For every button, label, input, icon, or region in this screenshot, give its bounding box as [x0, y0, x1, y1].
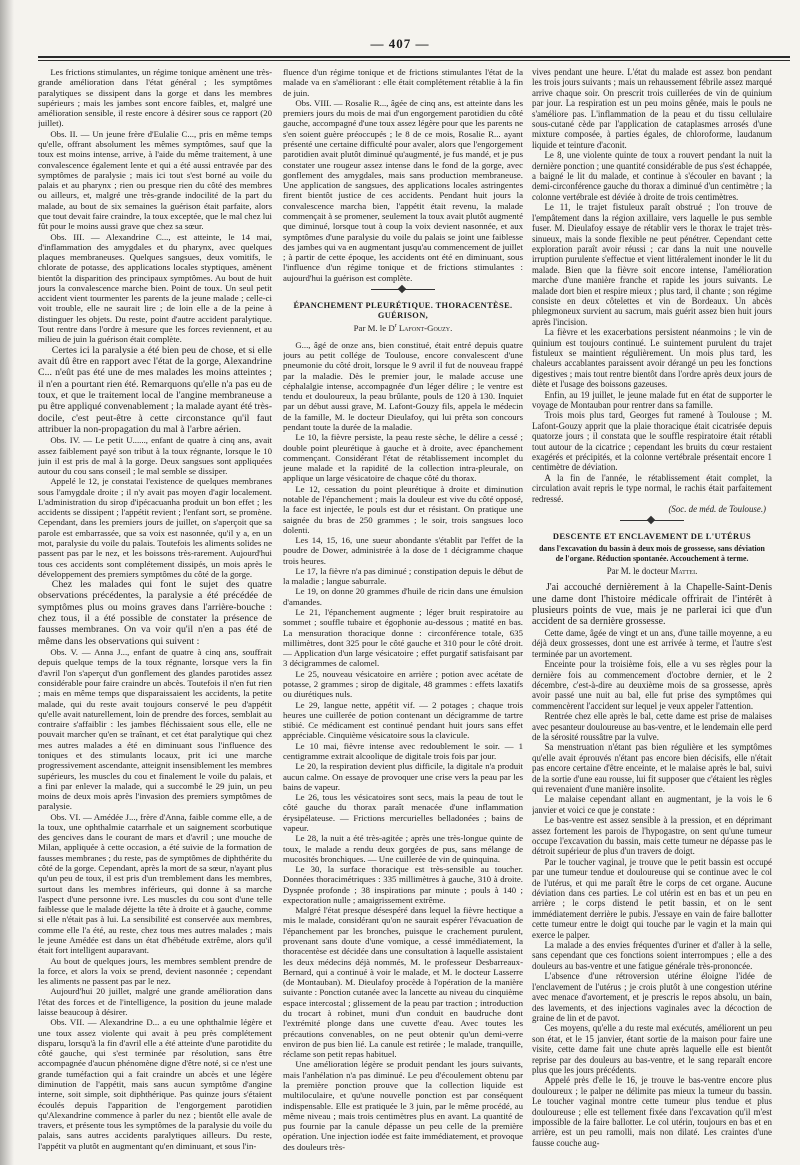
paragraph: Le 8, une violente quinte de toux a rouvert pendant la nuit la dernière ponction ; une quantité considérable de pus s'est échappée, a baigné le lit du malade, et continue à s'écouler en bavant ; la demi-circonférence gauche du thorax a diminué d'un centimètre ; la colonne vertébrale est déviée à droite de trois centimètres. — [532, 150, 772, 202]
observation-paragraph: Obs. IV. — Le petit U......, enfant de quatre à cinq ans, avait assez faiblement payé son tribut à la toux régnante, lorsque le 10 juin il est pris de mal à la gorge. Deux sangsues sont appliquées autour du cou sans conseil ; le mal semble se dissiper. — [38, 435, 272, 477]
paragraph: Le 19, on donne 20 grammes d'huile de ricin dans une émulsion d'amandes. — [283, 586, 523, 607]
paragraph: Le 21, l'épanchement augmente ; léger bruit respiratoire au sommet ; souffle tubaire et égophonie au-dessous ; matité en bas. La mensuration thoracique donne : circonférence totale, 635 millimètres, dont 325 pour le côté gauche et 310 pour le côté droit. — Application d'un large vésicatoire ; effet purgatif satisfaisant par 3 décigrammes de calomel. — [283, 607, 523, 669]
continued-paragraph: fluence d'un régime tonique et de frictions stimulantes l'état de la malade va en s'améliorant : elle était complétement rétablie à la fin de juin. — [283, 67, 523, 98]
paragraph: Les 14, 15, 16, une sueur abondante s'établit par l'effet de la poudre de Dower, administrée à la dose de 1 décigramme chaque trois heures. — [283, 535, 523, 566]
article-author — [532, 566, 772, 576]
paragraph: Les frictions stimulantes, un régime tonique amènent une très-grande amélioration dans l'état général ; les symptômes paralytiques se dissipent dans la gorge et dans les membres supérieurs ; mais les jambes sont encore faibles, et, malgré une amélioration sensible, il reste encore à désirer sous ce rapport (20 juillet). — [38, 67, 272, 129]
paragraph: A la fin de l'année, le rétablissement était complet, la circulation avait repris le type normal, le rachis était parfaitement redressé. — [532, 472, 772, 504]
paragraph: Appelé le 12, je constatai l'existence de quelques membranes sous l'amygdale droite ; il n'y avait pas moyen d'agir localement. L'administration du sirop d'ipécacuanha produit un bon effet ; les accidents se dissipent ; l'appétit revient ; l'enfant sort, se promène. Cependant, dans les premiers jours de juillet, on s'aperçoit que sa parole est embarrassée, que sa voix est nasonnée, qu'il y a, en un mot, paralysie du voile du palais. Toutefois les aliments solides ne passent pas par le nez, et les boissons très-rarement. Aujourd'hui tous ces accidents sont complétement dissipés, un mois après le développement des premiers symptômes du côté de la gorge. — [38, 476, 272, 579]
author-prefix: Par M. le docteur — [606, 565, 669, 576]
ornament-divider — [620, 520, 684, 527]
observation-paragraph: Obs. VIII. — Rosalie R..., âgée de cinq ans, est atteinte dans les premiers jours du mois de mai d'un engorgement parotidien du côté gauche, accompagné d'une toux assez légère pour que les parents ne s'en soient guère préoccupés ; le 8 de ce mois, Rosalie R... ayant présenté une certaine difficulté pour avaler, alors que l'engorgement parotidien avait plutôt diminué qu'augmenté, je fus mandé, et je pus constater une rougeur assez intense dans le fond de la gorge, avec gonflement des amygdales, mais sans production membraneuse. Une application de sangsues, des applications locales astringentes firent bientôt justice de ces accidents. Pendant huit jours la convalescence marcha bien, l'appétit était revenu, la malade commençait à se promener, seulement la toux avait plutôt augmenté que diminué, lorsque tout à coup la voix devient nasonnée, et aux symptômes d'une paralysie du voile du palais se joint une faiblesse des jambes qui va en augmentant jusqu'au commencement de juillet ; à partir de cette époque, les accidents ont été en diminuant, sous l'influence d'un régime tonique et de frictions stimulantes : aujourd'hui la guérison est complète. — [283, 97, 523, 283]
paragraph: Le bas-ventre est assez sensible à la pression, et en déprimant assez fortement les parois de l'hypogastre, on sent qu'une tumeur occupe l'excavation du bassin, mais cette tumeur ne dépasse pas le détroit supérieur de plus d'un travers de doigt. — [532, 815, 772, 857]
continued-paragraph: vives pendant une heure. L'état du malade est assez bon pendant les trois jours suivants ; mais un rehaussement fébrile assez marqué arrive chaque soir. On prescrit trois cuillerées de vin de quinium par jour. La respiration est un peu moins gênée, mais le pouls ne s'améliore pas. L'inflammation de la peau et du tissu cellulaire sous-cutané cède par l'application de cataplasmes arrosés d'une mixture composée, à parties égales, de chloroforme, laudanum liquide et teinture d'aconit. — [532, 67, 772, 150]
column-left — [38, 67, 272, 1157]
observation-paragraph: Obs. VI. — Amédée J..., frère d'Anna, faible comme elle, a de la toux, une ophthalmie catarrhale et un saignement scorbutique des gencives dans le courant de mars et d'avril ; une mouche de Milan, appliquée à cette occasion, a été suivie de la formation de fausses membranes ; du reste, pas de symptômes de diphthérite du côté de la gorge. Cependant, après la mort de sa sœur, n'ayant plus qu'un peu de toux, il est pris d'un tremblement dans les membres, surtout dans les membres inférieurs, qui donne à sa marche l'aspect d'une personne ivre. Les muscles du cou sont d'une telle faiblesse que le malade déjette la tête à droite et à gauche, comme si elle n'était pas à lui. La sensibilité est conservée aux membres, comme elle l'a été, au reste, chez tous mes autres malades ; mais le jeune Amédée est dans un état d'hébétude extrême, alors qu'il était fort intelligent auparavant. — [38, 811, 272, 956]
article-author — [283, 323, 523, 333]
paragraph: Le 17, la fièvre n'a pas diminué ; constipation depuis le début de la maladie ; langue saburrale. — [283, 565, 523, 587]
observation-paragraph: Obs. II. — Un jeune frère d'Eulalie C..., pris en même temps qu'elle, offrant absolument les mêmes symptômes, sauf que la toux est moins intense, arrive, à l'aide du même traitement, à une convalescence également lente et qui a été aussi entravée par des symptômes de paralysie ; mais ici tout s'est borné au voile du palais et au pharynx ; rien ou presque rien du côté des membres ou ailleurs, et, malgré une très-grande indocilité de la part du malade, au bout de six semaines la guérison était parfaite, alors que tout devait faire craindre, la toux exceptée, que le mal chez lui fût pour le moins aussi grave que chez sa sœur. — [38, 128, 272, 232]
author-name: Lafont-Gouzy. — [398, 323, 453, 334]
page-edge-shadow — [0, 0, 14, 1165]
paragraph: L'absence d'une rétroversion utérine éloigne l'idée de l'enclavement de l'utérus ; je crois plutôt à une congestion utérine avec menace d'avortement, et je prescris le repos absolu, un bain, des lavements, et des injections vaginales avec la décoction de graine de lin et de pavot. — [532, 971, 772, 1023]
article-title: DESCENTE ET ENCLAVEMENT DE L'UTÉRUS — [552, 531, 752, 542]
header-rule — [38, 56, 790, 61]
paragraph: Une amélioration légère se produit pendant les jours suivants, mais l'anhélation n'a pas diminué. Le peu d'écoulement obtenu par la première ponction prouve que la collection liquide est multiloculaire, et qu'une nouvelle ponction est par conséquent indispensable. Elle est pratiquée le 3 juin, par le même procédé, au même niveau ; mais trois centimètres plus en avant. La quantité de pus fournie par la canule dépasse un peu celle de la première opération. Une injection iodée est faite immédiatement, et provoque des douleurs très- — [283, 1059, 523, 1152]
paragraph: G..., âgé de onze ans, bien constitué, était entré depuis quatre jours au petit collége de Toulouse, encore convalescent d'une pneumonie du côté droit, lorsque le 9 avril il fut de nouveau frappé par la maladie. Dès le premier jour, le malade accuse une céphalalgie intense, accompagnée d'un léger délire ; le ventre est tendu et douloureux, la peau brûlante, pouls de 120 à 130. Inquiet par un début aussi grave, M. Lafont-Gouzy fils, appela le médecin de la famille, M. le docteur Dieulafoy, qui lui prêta son concours pendant toute la durée de la maladie. — [283, 339, 523, 432]
author-prefix-sup: r — [394, 323, 397, 330]
commentary-paragraph: Certes ici la paralysie a été bien peu de chose, et si elle avait dû être en rapport avec l'état de la gorge, Alexandrine C... n'eût pas été une de mes malades les moins atteintes ; il n'en a pourtant rien été. Remarquons qu'elle n'a pas eu de toux, et que le traitement local de l'angine membraneuse a pu être appliqué convenablement ; la malade ayant été très-docile, c'est peut-être à cette circonstance qu'il faut attribuer la non-propagation du mal à l'arbre aérien. — [38, 344, 272, 435]
paragraph: Enceinte pour la troisième fois, elle a vu ses règles pour la dernière fois au commencement d'octobre dernier, et le 2 décembre, c'est-à-dire au deuxième mois de sa grossesse, après avoir passé une nuit au bal, elle fut prise des symptômes qui commencèrent l'accident sur lequel je veux appeler l'attention. — [532, 659, 772, 711]
paragraph: Le 12, cessation du point pleurétique à droite et diminution notable de l'épanchement ; mais la douleur est vive du côté opposé, la face est injectée, le pouls est dur et résistant. On pratique une saignée du bras de 250 grammes ; le soir, trois sangsues loco dolenti. — [283, 483, 523, 535]
paragraph: La fièvre et les exacerbations persistent néanmoins ; le vin de quinium est toujours continué. Le suintement purulent du trajet fistuleux se maintient régulièrement. Un mois plus tard, les chaleurs accablantes paraissent avoir dérangé un peu les fonctions digestives ; mais tout rentre bientôt dans l'ordre après deux jours de diète et l'usage des boissons gazeuses. — [532, 327, 772, 390]
observation-paragraph: Obs. V. — Anna J..., enfant de quatre à cinq ans, souffrait depuis quelque temps de la toux régnante, lorsque vers la fin d'avril l'on s'aperçut d'un gonflement des glandes parotides assez considérable pour faire craindre un abcès. Toutefois il n'en fut rien ; mais en même temps que disparaissaient les accidents, la petite malade, qui du reste avait toujours conservé le peu d'appétit qu'elle avait naturellement, loin de prendre des forces, semblait au contraire s'affaiblir : les jambes fléchissaient sous elle, elle ne pouvait marcher qu'en se traînant, et cet état paralytique qui chez mes autres malades a été en diminuant sous l'influence des toniques et des stimulants locaux, prit ici une marche progressivement ascendante, atteignit insensiblement les membres supérieurs, les muscles du cou et finalement le voile du palais, et a fini par enlever la malade, qui a succombé le 29 juin, un peu moins de deux mois après l'invasion des premiers symptômes de paralysie. — [38, 647, 272, 812]
paragraph: Au bout de quelques jours, les membres semblent prendre de la force, et alors la voix se prend, devient nasonnée ; cependant les aliments ne passent pas par le nez. — [38, 955, 272, 987]
paragraph: Ces moyens, qu'elle a du reste mal exécutés, améliorent un peu son état, et le 15 janvier, étant sortie de la maison pour faire une visite, cette dame fait une chute après laquelle elle est bientôt reprise par des douleurs au bas-ventre, et le sang reparaît encore plus que les jours précédents. — [532, 1023, 772, 1075]
paragraph: Malgré l'état presque désespéré dans lequel la fièvre hectique a mis le malade, considérant qu'on ne saurait espérer l'évacuation de l'épanchement par les bronches, puisque le crachement purulent, provenant sans doute d'une vomique, a cessé immédiatement, la thoracentèse est décidée dans une consultation à laquelle assistaient les deux médecins déjà nommés, M. le professeur Desbarreaux-Bernard, qui a continué à voir le malade, et M. le docteur Lasserre (de Montauban). M. Dieulafoy procède à l'opération de la manière suivante : Ponction cutanée avec la lancette au niveau du cinquième espace intercostal ; glissement de la peau par traction ; introduction du trocart à robinet, muni d'un conduit en baudruche dont l'extrémité plonge dans une cuvette d'eau. Avec toutes les précautions convenables, on ne peut obtenir qu'un demi-verre environ de pus bien lié. La canule est retirée ; le malade, tranquille, réclame son petit repas habituel. — [283, 905, 523, 1060]
paragraph: Le malaise cependant allant en augmentant, je la vois le 6 janvier et voici ce que je constate : — [532, 794, 772, 815]
paragraph: Enfin, au 19 juillet, le jeune malade fut en état de supporter le voyage de Montauban pour rentrer dans sa famille. — [532, 389, 772, 410]
observation-paragraph: Obs. III. — Alexandrine C..., est atteinte, le 14 mai, d'inflammation des amygdales et du pharynx, avec quelques plaques membraneuses. Quelques sangsues, deux vomitifs, le chlorate de potasse, des applications locales styptiques, amènent bientôt la disparition des principaux symptômes. Au bout de huit jours la convalescence marche bien. Point de toux. Un seul petit accident vient tourmenter les parents de la jeune malade ; celle-ci voit trouble, elle ne saurait lire ; de loin elle a de la peine à distinguer les objets. Du reste, point d'autre accident paralytique. Tout rentre dans l'ordre à mesure que les forces reviennent, et au milieu de juin la guérison était complète. — [38, 231, 272, 345]
paragraph: Le 10, la fièvre persiste, la peau reste sèche, le délire a cessé ; double point pleurétique à gauche et à droite, avec épanchement commençant. Considérant l'état de rétablissement incomplet du jeune malade et la rapidité de la collection intra-pleurale, on applique un large vésicatoire de chaque côté du thorax. — [283, 432, 523, 484]
paragraph: Rentrée chez elle après le bal, cette dame est prise de malaises avec pesanteur douloureuse au bas-ventre, et le lendemain elle perd de la sérosité roussâtre par la vulve. — [532, 711, 772, 742]
paragraph: Le 20, la respiration devient plus difficile, la digitale n'a produit aucun calme. On essaye de provoquer une crise vers la peau par les bains de vapeur. — [283, 761, 523, 792]
source-citation: (Soc. de méd. de Toulouse.) — [668, 504, 766, 515]
commentary-paragraph: Chez les malades qui font le sujet des quatre observations précédentes, la paralysie a été précédée de symptômes plus ou moins graves dans l'arrière-bouche : chez tous, il a été possible de constater la présence de fausses membranes. On va voir qu'il n'en a pas été de même dans les observations qui suivent : — [38, 579, 272, 647]
author-name: Mattei. — [670, 565, 698, 576]
paragraph: Cette dame, âgée de vingt et un ans, d'une taille moyenne, a eu déjà deux grossesses, dont une est arrivée à terme, et l'autre s'est terminée par un avortement. — [532, 627, 772, 659]
article-title: ÉPANCHEMENT PLEURÉTIQUE. THORACENTÈSE. GUÉRISON, — [293, 300, 513, 320]
page-number: — 407 — — [370, 36, 430, 51]
paragraph: Aujourd'hui 20 juillet, malgré une grande amélioration dans l'état des forces et de l'intelligence, la position du jeune malade laisse beaucoup à désirer. — [38, 986, 272, 1017]
column-right — [532, 67, 772, 1157]
paragraph: Par le toucher vaginal, je trouve que le petit bassin est occupé par une tumeur tendue et douloureuse qui se continue avec le col de l'utérus, et qui me paraît être le corps de cet organe. Aucune déviation dans ces parties. Le col utérin est en bas et un peu en arrière ; le corps distend le petit bassin, et on le sent immédiatement derrière le pubis. J'essaye en vain de faire ballotter cette tumeur entre le doigt qui touche par le vagin et la main qui exerce le palper. — [532, 856, 772, 940]
paragraph: Appelé près d'elle le 16, je trouve le bas-ventre encore plus douloureux ; le palper ne délimite pas mieux la tumeur du bassin. Le toucher vaginal montre cette tumeur plus tendue et plus douloureuse ; elle est tellement fixée dans l'excavation qu'il m'est impossible de la faire ballotter. Le col utérin, toujours en bas et en arrière, est un peu ramolli, mais non dilaté. Les craintes d'une fausse couche aug- — [532, 1075, 772, 1148]
paragraph: Trois mois plus tard, Georges fut ramené à Toulouse ; M. Lafont-Gouzy apprit que la plaie thoracique était cicatrisée depuis quatorze jours ; il constata que le souffle respiratoire était rétabli tout autour de la cicatrice ; cependant les bruits du cœur restaient exagérés et précipités, et la colonne vertébrale présentait encore 1 centimètre de déviation. — [532, 410, 772, 473]
ornament-divider — [371, 289, 435, 296]
paragraph: Le 10 mai, fièvre intense avec redoublement le soir. — 1 centigramme extrait alcoolique de digitale trois fois par jour. — [283, 740, 523, 761]
column-middle — [283, 67, 523, 1157]
paragraph: J'ai accouché dernièrement à la Chapelle-Saint-Denis une dame dont l'histoire médicale offrirait de l'intérêt à plusieurs points de vue, mais je ne parlerai ici que d'un accident de sa dernière grossesse. — [532, 582, 772, 628]
paragraph: Le 11, le trajet fistuleux paraît obstrué ; l'on trouve de l'empâtement dans la région axillaire, vers laquelle le pus semble fuser. M. Dieulafoy essaye de rétablir vers le thorax le trajet très-sinueux, mais la sonde flexible ne peut pénétrer. Cependant cette exploration paraît avoir réussi ; car dans la nuit une nouvelle irruption purulente s'effectue et vient littéralement inonder le lit du malade. Bien que la fièvre soit encore intense, l'amélioration marche d'une manière franche et rapide les jours suivants. Le malade dort bien et respire mieux ; plus tard, il chante ; son régime consiste en deux côtelettes et vin de Bordeaux. Un abcès phlegmoneux survient au sacrum, mais guérit assez bien huit jours après l'incision. — [532, 202, 772, 327]
paragraph: La malade a des envies fréquentes d'uriner et d'aller à la selle, sans cependant que ces fonctions soient interrompues ; elle a des douleurs au bas-ventre et une fatigue générale très-prononcée. — [532, 940, 772, 971]
paragraph: Le 25, nouveau vésicatoire en arrière ; potion avec acétate de potasse, 2 grammes ; sirop de digitale, 48 grammes : effets laxatifs ou diurétiques nuls. — [283, 668, 523, 700]
article-subtitle: dans l'excavation du bassin à deux mois de grossesse, sans déviation de l'organe. Réduction spontanée. Accouchement à terme. — [539, 544, 765, 563]
paragraph: Le 30, la surface thoracique est très-sensible au toucher. Données thoracimétriques : 335 millimètres à gauche, 310 à droite. Dyspnée profonde ; 38 inspirations par minute ; pouls à 140 ; expectoration nulle ; amaigrissement extrême. — [283, 864, 523, 905]
paragraph: Le 28, la nuit a été très-agitée ; après une très-longue quinte de toux, le malade a rendu deux gorgées de pus, sans mélange de mucosités bronchiques. — Une cuillerée de vin de quinquina. — [283, 833, 523, 864]
paragraph: Le 29, langue nette, appétit vif. — 2 potages ; chaque trois heures une cuillerée de potion contenant un décigramme de tartre stibié. Ce médicament est continué pendant huit jours sans effet appréciable. Cinquième vésicatoire sous la clavicule. — [283, 699, 523, 741]
paragraph: Sa menstruation n'étant pas bien régulière et les symptômes qu'elle avait éprouvés n'étant pas encore bien décisifs, elle n'était pas encore certaine d'être enceinte, et le malaise après le bal, suivi de la sortie d'une eau rousse, lui fit supposer que c'étaient les règles qui revenaient d'une manière insolite. — [532, 742, 772, 794]
author-prefix: Par M. le D — [353, 323, 395, 334]
paragraph: Le 26, tous les vésicatoires sont secs, mais la peau de tout le côté gauche du thorax paraît menacée d'une inflammation érysipélateuse. — Frictions mercurielles belladonées ; bains de vapeur. — [283, 792, 523, 833]
observation-paragraph: Obs. VII. — Alexandrine D... a eu une ophthalmie légère et une toux assez violente qui avait à peu près complétement disparu, lorsqu'à la fin d'avril elle a été atteinte d'une parotidite du côté gauche, qui s'est terminée par résolution, sans être accompagnée d'aucun phénomène digne d'être noté, si ce n'est une grande tuméfaction qui a fait craindre un abcès et une légère diminution de l'appétit, mais sans aucun symptôme d'angine interne, soit simple, soit diphthérique. Pas quinze jours s'étaient écoulés depuis l'apparition de l'engorgement parotidien qu'Alexandrine commence à parler du nez ; bientôt elle avale de travers, et présente tous les symptômes de la paralysie du voile du palais, sans autres accidents paralytiques ailleurs. Du reste, l'appétit va plutôt en augmentant qu'en diminuant, et sous l'in- — [38, 1017, 272, 1151]
